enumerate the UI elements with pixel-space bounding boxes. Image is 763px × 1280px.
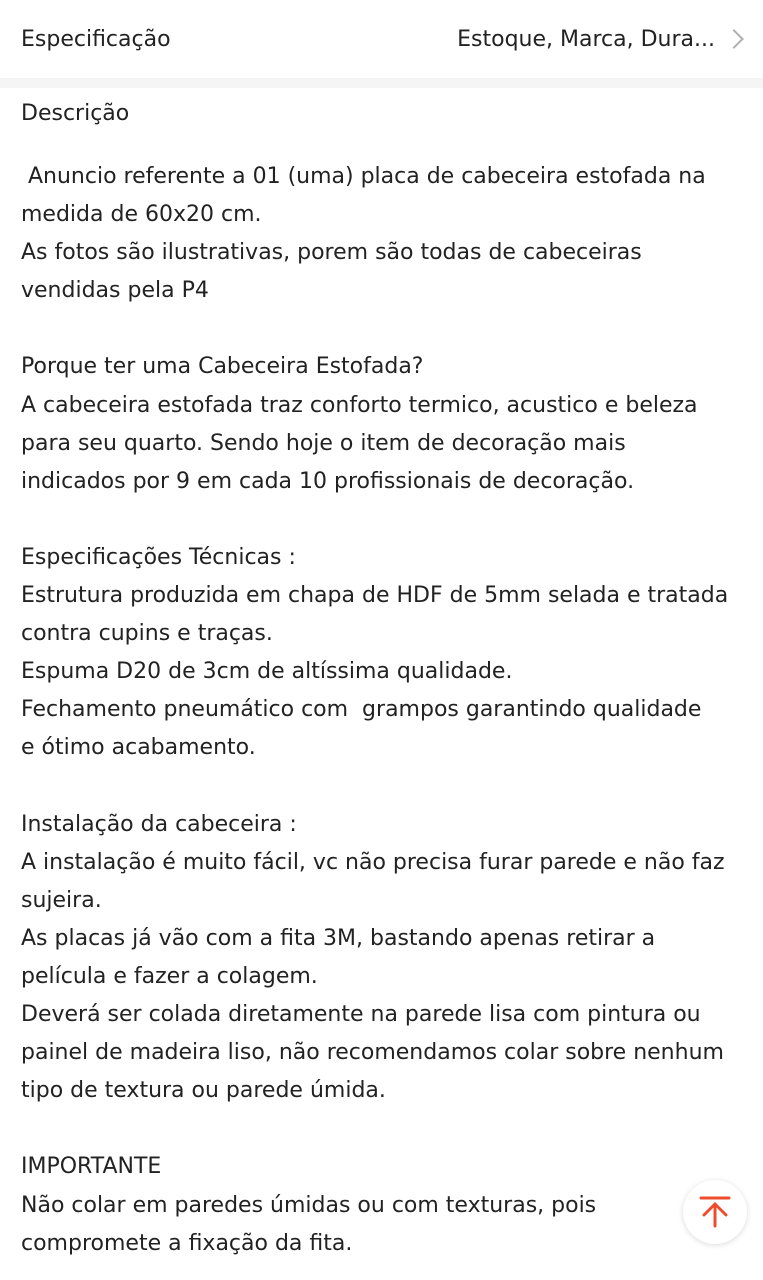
description-line: Estrutura produzida em chapa de HDF de 5mm selada e tratada	[21, 583, 729, 609]
description-line: Anuncio referente a 01 (uma) placa de cabeceira estofada na	[21, 164, 706, 189]
description-line: película e fazer a colagem.	[21, 963, 318, 989]
description-line: Espuma D20 de 3cm de altíssima qualidade.	[21, 659, 513, 685]
section-divider	[0, 78, 763, 88]
description-line: contra cupins e traças.	[21, 621, 273, 647]
description-line: e ótimo acabamento.	[21, 735, 256, 761]
chevron-right-icon	[724, 29, 744, 49]
description-body	[21, 158, 746, 1263]
description-line: para seu quarto. Sendo hoje o item de decoração mais	[21, 430, 626, 456]
specification-summary[interactable]	[457, 27, 741, 52]
blank-line	[21, 768, 746, 806]
description-line: Fechamento pneumático com grampos garantindo qualidade	[21, 697, 702, 723]
arrow-up-to-top-icon	[697, 1194, 733, 1230]
blank-line	[21, 310, 746, 348]
description-line: vendidas pela P4	[21, 278, 209, 304]
description-line: Porque ter uma Cabeceira Estofada?	[21, 354, 424, 380]
description-line: IMPORTANTE	[21, 1154, 162, 1180]
specification-label: Especificação	[21, 26, 171, 52]
description-line: A instalação é muito fácil, vc não precisa furar parede e não faz	[21, 849, 725, 875]
description-line: indicados por 9 em cada 10 profissionais de decoração.	[21, 468, 635, 494]
description-line: Instalação da cabeceira :	[21, 811, 297, 837]
description-title: Descrição	[21, 101, 130, 126]
description-line: A cabeceira estofada traz conforto termico, acustico e beleza	[21, 392, 698, 418]
back-to-top-button[interactable]	[683, 1180, 747, 1244]
description-line: painel de madeira liso, não recomendamos colar sobre nenhum	[21, 1040, 724, 1066]
description-line: As fotos são ilustrativas, porem são todas de cabeceiras	[21, 240, 642, 266]
description-line: sujeira.	[21, 887, 102, 913]
description-line: medida de 60x20 cm.	[21, 202, 262, 228]
description-line: As placas já vão com a fita 3M, bastando apenas retirar a	[21, 925, 656, 951]
blank-line	[21, 1110, 746, 1148]
description-line: tipo de textura ou parede úmida.	[21, 1078, 386, 1104]
description-line: Especificações Técnicas :	[21, 544, 296, 570]
description-line: Deverá ser colada diretamente na parede lisa com pintura ou	[21, 1002, 701, 1028]
specification-value: Estoque, Marca, Dura...	[457, 26, 715, 52]
description-line: compromete a fixação da fita.	[21, 1230, 353, 1256]
description-line: Não colar em paredes úmidas ou com texturas, pois	[21, 1192, 597, 1218]
specification-row[interactable]	[0, 0, 763, 78]
blank-line	[21, 501, 746, 539]
